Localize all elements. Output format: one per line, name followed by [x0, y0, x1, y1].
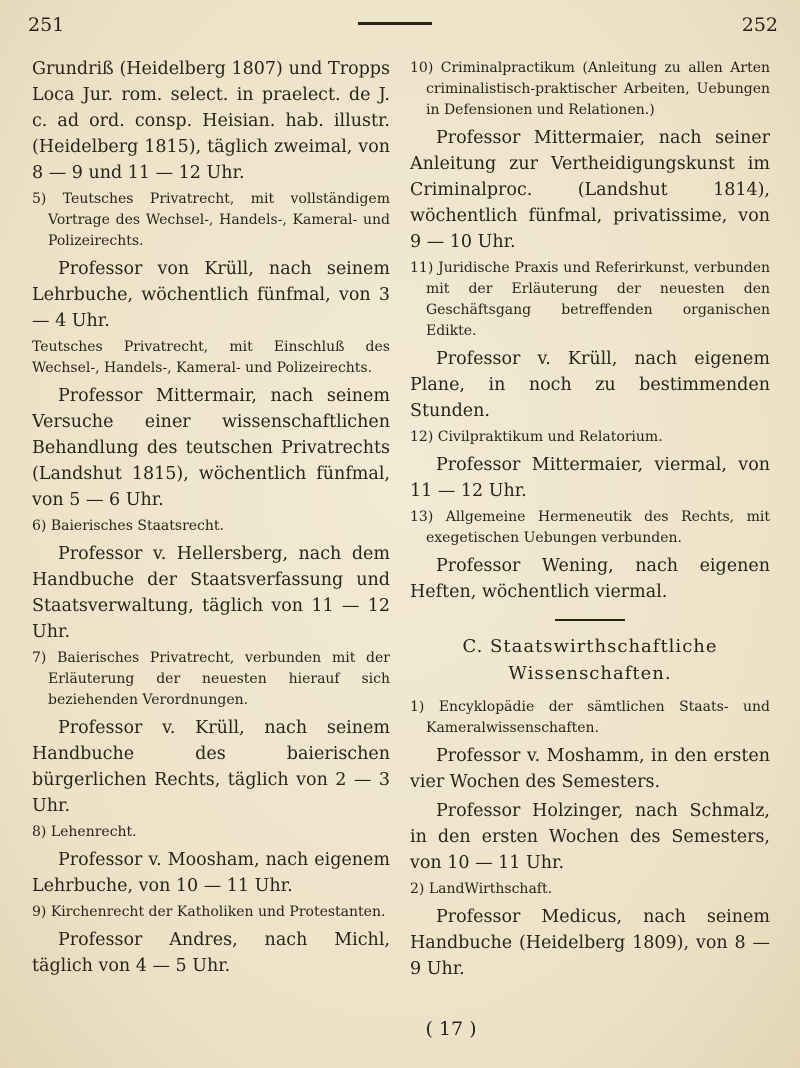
paragraph-l2: 5) Teutsches Privatrecht, mit vollständigem Vortrage des Wechsel-, Handels-, Kameral- und Polizeirechts. — [32, 191, 390, 249]
paragraph-r12: 2) LandWirthschaft. — [410, 881, 553, 897]
paragraph-l3: Professor von Krüll, nach seinem Lehrbuche, wöchentlich fünfmal, von 3 — 4 Uhr. — [32, 259, 390, 331]
paragraph-l6: 6) Baierisches Staatsrecht. — [32, 518, 224, 534]
paragraph-r2: Professor Mittermaier, nach seiner Anleitung zur Vertheidigungskunst im Criminalproc. (Landshut 1814), wöchentlich fünfmal, privatissime, von 9 — 10 Uhr. — [410, 128, 770, 252]
paragraph-r10: Professor v. Moshamm, in den ersten vier Wochen des Semesters. — [410, 746, 770, 792]
paragraph-r1: 10) Criminalpractikum (Anleitung zu allen Arten criminalistisch-praktischer Arbeiten, Uebungen in Defensionen und Relationen.) — [410, 60, 770, 118]
paragraph-r6: Professor Mittermaier, viermal, von 11 — 12 Uhr. — [410, 455, 770, 501]
right-column — [410, 56, 770, 985]
page-number-right: 252 — [741, 14, 778, 36]
paragraph-l5: Professor Mittermair, nach seinem Versuche einer wissenschaftlichen Behandlung des teutschen Privatrechts (Landshut 1815), wöchentlich fünfmal, von 5 — 6 Uhr. — [32, 386, 390, 510]
paragraph-l10: 8) Lehenrecht. — [32, 824, 137, 840]
paragraph-l1: Grundriß (Heidelberg 1807) und Tropps Loca Jur. rom. select. in praelect. de J. c. ad ord. consp. Heisian. hab. illustr. (Heidelberg 1815), täglich zweimal, von 8 — 9 und 11 — 12 Uhr. — [32, 59, 390, 183]
paragraph-r11: Professor Holzinger, nach Schmalz, in den ersten Wochen des Semesters, von 10 — 11 Uhr. — [410, 801, 770, 873]
section-heading: C. Staatswirthschaftliche Wissenschaften. — [462, 636, 718, 684]
header-rule — [358, 22, 432, 25]
paragraph-l9: Professor v. Krüll, nach seinem Handbuche des baierischen bürgerlichen Rechts, täglich von 2 — 3 Uhr. — [32, 718, 390, 816]
page-number-left: 251 — [28, 14, 65, 36]
paragraph-l8: 7) Baierisches Privatrecht, verbunden mit der Erläuterung der neuesten hierauf sich beziehenden Verordnungen. — [32, 650, 390, 708]
paragraph-l4: Teutsches Privatrecht, mit Einschluß des Wechsel-, Handels-, Kameral- und Polizeirechts. — [32, 339, 390, 376]
paragraph-r7: 13) Allgemeine Hermeneutik des Rechts, mit exegetischen Uebungen verbunden. — [410, 509, 770, 546]
right-column-law-entries — [410, 58, 770, 605]
paragraph-l13: Professor Andres, nach Michl, täglich von 4 — 5 Uhr. — [32, 930, 390, 976]
paragraph-r8: Professor Wening, nach eigenen Heften, wöchentlich viermal. — [410, 556, 770, 602]
paragraph-l7: Professor v. Hellersberg, nach dem Handbuche der Staatsverfassung und Staatsverwaltung, täglich von 11 — 12 Uhr. — [32, 544, 390, 642]
paragraph-r9: 1) Encyklopädie der sämtlichen Staats- und Kameralwissenschaften. — [410, 699, 770, 736]
paragraph-r5: 12) Civilpraktikum und Relatorium. — [410, 429, 663, 445]
paragraph-r3: 11) Juridische Praxis und Referirkunst, verbunden mit der Erläuterung der neuesten den Geschäftsgang betreffenden organischen Edikte. — [410, 260, 770, 339]
paragraph-l11: Professor v. Moosham, nach eigenem Lehrbuche, von 10 — 11 Uhr. — [32, 850, 390, 896]
paragraph-r4: Professor v. Krüll, nach eigenem Plane, in noch zu bestimmenden Stunden. — [410, 349, 770, 421]
signature-mark: ( 17 ) — [425, 1018, 477, 1040]
paragraph-r13: Professor Medicus, nach seinem Handbuche (Heidelberg 1809), von 8 — 9 Uhr. — [410, 907, 770, 979]
section-divider — [555, 619, 625, 621]
left-column — [32, 56, 390, 982]
paragraph-l12: 9) Kirchenrecht der Katholiken und Protestanten. — [32, 904, 386, 920]
right-column-economics-entries — [410, 697, 770, 982]
